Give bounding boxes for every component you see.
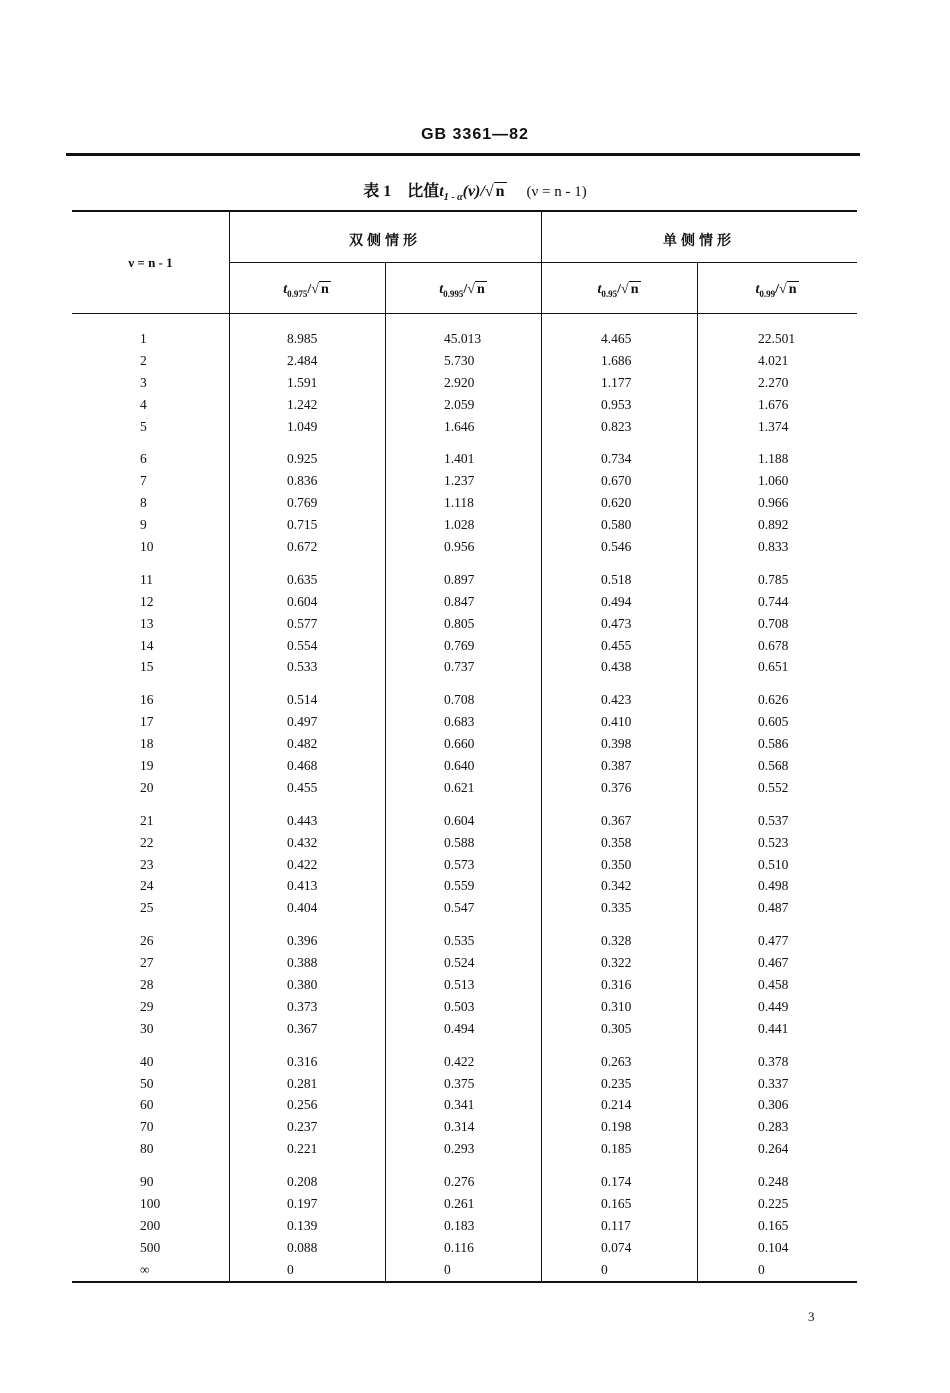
two-sided-group-header: 双侧情形 xyxy=(349,232,421,248)
ratio-value-cell: 0.537 xyxy=(758,812,789,828)
column-header: $t_{0.99}/√$ n xyxy=(755,282,797,299)
ratio-value-cell: 0.449 xyxy=(758,998,789,1014)
header-rule xyxy=(66,153,860,156)
table-row xyxy=(72,416,857,438)
nu-value-cell: 27 xyxy=(140,955,154,971)
ratio-value-cell: 0.335 xyxy=(601,900,632,916)
nu-value-cell: 40 xyxy=(140,1053,154,1069)
nu-value-cell: 11 xyxy=(140,571,153,587)
nu-value-cell: 90 xyxy=(140,1174,154,1190)
ratio-value-cell: 0.604 xyxy=(444,812,475,828)
ratio-value-cell: 0.208 xyxy=(287,1174,318,1190)
ratio-value-cell: 0.573 xyxy=(444,856,475,872)
ratio-value-cell: 0.214 xyxy=(601,1097,632,1113)
nu-value-cell: 5 xyxy=(140,418,147,434)
ratio-value-cell: 0.367 xyxy=(287,1020,318,1036)
ratio-value-cell: 0.518 xyxy=(601,571,632,587)
table-row xyxy=(72,996,857,1018)
nu-value-cell: 26 xyxy=(140,933,154,949)
table-row xyxy=(72,1073,857,1095)
ratio-value-cell: 0.314 xyxy=(444,1119,475,1135)
table-row xyxy=(72,514,857,536)
ratio-value-cell: 0.380 xyxy=(287,976,318,992)
ratio-value-cell: 0.966 xyxy=(758,495,789,511)
row-group xyxy=(72,1171,857,1280)
table-caption xyxy=(0,178,950,203)
ratio-value-cell: 0.769 xyxy=(287,495,318,511)
ratio-value-cell: 5.730 xyxy=(444,352,475,368)
table-row xyxy=(72,897,857,919)
table-row xyxy=(72,1116,857,1138)
ratio-value-cell: 0.497 xyxy=(287,714,318,730)
ratio-value-cell: 0.626 xyxy=(758,692,789,708)
ratio-value-cell: 2.059 xyxy=(444,396,475,412)
ratio-value-cell: 0.116 xyxy=(444,1239,474,1255)
table-row xyxy=(72,1051,857,1073)
ratio-value-cell: 4.021 xyxy=(758,352,789,368)
ratio-value-cell: 0.683 xyxy=(444,714,475,730)
ratio-value-cell: 0.494 xyxy=(444,1020,475,1036)
ratio-value-cell: 0.104 xyxy=(758,1239,789,1255)
ratio-value-cell: 0.513 xyxy=(444,976,475,992)
ratio-value-cell: 0.621 xyxy=(444,779,475,795)
ratio-value-cell: 0 xyxy=(758,1261,765,1277)
table-row xyxy=(72,832,857,854)
ratio-value-cell: 0.375 xyxy=(444,1075,475,1091)
ratio-value-cell: 0.473 xyxy=(601,615,632,631)
ratio-value-cell: 1.028 xyxy=(444,517,475,533)
caption-t-subscript: 1 - α xyxy=(443,192,463,203)
ratio-value-cell: 0.510 xyxy=(758,856,789,872)
row-group xyxy=(72,448,857,557)
table-row xyxy=(72,689,857,711)
nu-value-cell: 4 xyxy=(140,396,147,412)
ratio-value-cell: 0.198 xyxy=(601,1119,632,1135)
ratio-value-cell: 0.316 xyxy=(287,1053,318,1069)
ratio-value-cell: 2.920 xyxy=(444,374,475,390)
ratio-value-cell: 0.404 xyxy=(287,900,318,916)
ratio-value-cell: 0 xyxy=(444,1261,451,1277)
ratio-value-cell: 1.401 xyxy=(444,451,475,467)
table-row xyxy=(72,448,857,470)
table-row xyxy=(72,711,857,733)
ratio-value-cell: 0.523 xyxy=(758,834,789,850)
ratio-value-cell: 0.422 xyxy=(287,856,318,872)
ratio-value-cell: 0.396 xyxy=(287,933,318,949)
group-divider-rule xyxy=(229,262,857,263)
ratio-value-cell: 22.501 xyxy=(758,330,796,346)
ratio-value-cell: 0.546 xyxy=(601,538,632,554)
ratio-value-cell: 0.897 xyxy=(444,571,475,587)
ratio-value-cell: 0.559 xyxy=(444,878,475,894)
nu-value-cell: ∞ xyxy=(140,1261,150,1277)
ratio-value-cell: 0.836 xyxy=(287,473,318,489)
table-row xyxy=(72,328,857,350)
nu-value-cell: 200 xyxy=(140,1217,161,1233)
ratio-value-cell: 1.591 xyxy=(287,374,318,390)
nu-value-cell: 100 xyxy=(140,1196,161,1211)
ratio-value-cell: 0.306 xyxy=(758,1097,789,1113)
ratio-value-cell: 0.514 xyxy=(287,692,318,708)
table-row xyxy=(72,1018,857,1040)
ratio-value-cell: 0.708 xyxy=(758,615,789,631)
ratio-value-cell: 0.367 xyxy=(601,812,632,828)
ratio-value-cell: 0.670 xyxy=(601,473,632,489)
table-row xyxy=(72,1095,857,1117)
ratio-value-cell: 0.378 xyxy=(758,1053,789,1069)
ratio-value-cell: 1.237 xyxy=(444,473,475,489)
table-row xyxy=(72,1138,857,1160)
nu-value-cell: 22 xyxy=(140,834,154,850)
ratio-value-cell: 0.310 xyxy=(601,998,632,1014)
ratio-value-cell: 1.177 xyxy=(601,374,632,390)
ratio-value-cell: 0.221 xyxy=(287,1141,318,1157)
nu-value-cell: 6 xyxy=(140,451,147,467)
ratio-value-cell: 0.350 xyxy=(601,856,632,872)
ratio-value-cell: 0.276 xyxy=(444,1174,475,1190)
ratio-value-cell: 0.413 xyxy=(287,878,318,894)
nu-value-cell: 80 xyxy=(140,1141,154,1157)
ratio-value-cell: 0.494 xyxy=(601,593,632,609)
nu-value-cell: 70 xyxy=(140,1119,154,1135)
ratio-value-cell: 0.847 xyxy=(444,593,475,609)
ratio-value-cell: 0.635 xyxy=(287,571,318,587)
ratio-value-cell: 8.985 xyxy=(287,330,318,346)
ratio-value-cell: 0.715 xyxy=(287,517,318,533)
nu-value-cell: 17 xyxy=(140,714,154,730)
table-row xyxy=(72,777,857,799)
column-header: $t_{0.975}/√$ n xyxy=(283,282,329,299)
table-top-rule xyxy=(72,210,857,212)
nu-value-cell: 12 xyxy=(140,593,154,609)
ratio-value-cell: 2.270 xyxy=(758,374,789,390)
ratio-value-cell: 0.293 xyxy=(444,1141,475,1157)
table-row xyxy=(72,635,857,657)
ratio-value-cell: 0.620 xyxy=(601,495,632,511)
nu-value-cell: 15 xyxy=(140,659,154,675)
ratio-value-cell: 0.074 xyxy=(601,1239,632,1255)
ratio-value-cell: 0.734 xyxy=(601,451,632,467)
table-row xyxy=(72,1259,857,1281)
ratio-value-cell: 0.482 xyxy=(287,736,318,752)
nu-value-cell: 19 xyxy=(140,757,154,773)
degrees-of-freedom-header: ν = n - 1 xyxy=(128,255,173,270)
nu-value-cell: 28 xyxy=(140,976,154,992)
table-row xyxy=(72,372,857,394)
ratio-value-cell: 0.660 xyxy=(444,736,475,752)
ratio-value-cell: 0.577 xyxy=(287,615,318,631)
nu-value-cell: 9 xyxy=(140,517,147,533)
ratio-value-cell: 0.281 xyxy=(287,1075,318,1091)
ratio-value-cell: 0.892 xyxy=(758,517,789,533)
table-number: 表 1 xyxy=(363,183,392,200)
nu-value-cell: 60 xyxy=(140,1097,154,1113)
table-row xyxy=(72,854,857,876)
row-group xyxy=(72,328,857,437)
table-row xyxy=(72,470,857,492)
nu-value-cell: 24 xyxy=(140,878,154,894)
ratio-value-cell: 0.342 xyxy=(601,878,632,894)
ratio-value-cell: 45.013 xyxy=(444,330,482,346)
ratio-value-cell: 0.678 xyxy=(758,637,789,653)
ratio-value-cell: 0.498 xyxy=(758,878,789,894)
ratio-value-cell: 0.487 xyxy=(758,900,789,916)
ratio-value-cell: 0.503 xyxy=(444,998,475,1014)
ratio-value-cell: 0.769 xyxy=(444,637,475,653)
ratio-value-cell: 0.322 xyxy=(601,955,632,971)
table-row xyxy=(72,613,857,635)
ratio-value-cell: 0.455 xyxy=(601,637,632,653)
ratio-value-cell: 0.088 xyxy=(287,1239,318,1255)
table-row xyxy=(72,1171,857,1193)
ratio-value-cell: 0.744 xyxy=(758,593,789,609)
ratio-value-cell: 0.264 xyxy=(758,1141,789,1157)
table-row xyxy=(72,394,857,416)
ratio-value-cell: 0.422 xyxy=(444,1053,475,1069)
ratio-value-cell: 0.263 xyxy=(601,1053,632,1069)
sqrt-n: √ n xyxy=(484,183,505,200)
ratio-value-cell: 0.185 xyxy=(601,1141,632,1157)
table-row xyxy=(72,733,857,755)
ratio-value-cell: 0.953 xyxy=(601,396,632,412)
ratio-value-cell: 0.805 xyxy=(444,615,475,631)
ratio-value-cell: 0.117 xyxy=(601,1217,631,1233)
ratio-value-cell: 1.118 xyxy=(444,495,474,511)
table-row xyxy=(72,755,857,777)
nu-value-cell: 13 xyxy=(140,615,154,631)
ratio-value-cell: 0.823 xyxy=(601,418,632,434)
ratio-value-cell: 1.188 xyxy=(758,451,789,467)
ratio-value-cell: 0.588 xyxy=(444,834,475,850)
table-row xyxy=(72,810,857,832)
ratio-value-cell: 0.708 xyxy=(444,692,475,708)
ratio-value-cell: 1.060 xyxy=(758,473,789,489)
table-row xyxy=(72,930,857,952)
table-row xyxy=(72,974,857,996)
ratio-value-cell: 0.423 xyxy=(601,692,632,708)
ratio-value-cell: 0 xyxy=(287,1261,294,1277)
ratio-value-cell: 0.554 xyxy=(287,637,318,653)
ratio-value-cell: 0.328 xyxy=(601,933,632,949)
row-group xyxy=(72,689,857,798)
table-row xyxy=(72,1237,857,1259)
ratio-value-cell: 0.580 xyxy=(601,517,632,533)
ratio-value-cell: 0.443 xyxy=(287,812,318,828)
ratio-value-cell: 1.676 xyxy=(758,396,789,412)
ratio-value-cell: 2.484 xyxy=(287,352,318,368)
ratio-value-cell: 0.256 xyxy=(287,1097,318,1113)
ratio-value-cell: 1.374 xyxy=(758,418,789,434)
nu-value-cell: 30 xyxy=(140,1020,154,1036)
ratio-value-cell: 0.165 xyxy=(758,1217,789,1233)
table-row xyxy=(72,875,857,897)
ratio-value-cell: 0.165 xyxy=(601,1196,632,1211)
ratio-value-cell: 0.586 xyxy=(758,736,789,752)
table-row xyxy=(72,656,857,678)
ratio-value-cell: 0.458 xyxy=(758,976,789,992)
ratio-value-cell: 0.568 xyxy=(758,757,789,773)
standard-code-header: GB 3361—82 xyxy=(421,126,529,143)
ratio-value-cell: 0.248 xyxy=(758,1174,789,1190)
nu-value-cell: 21 xyxy=(140,812,154,828)
nu-value-cell: 3 xyxy=(140,374,147,390)
ratio-value-cell: 1.686 xyxy=(601,352,632,368)
ratio-value-cell: 0.605 xyxy=(758,714,789,730)
nu-value-cell: 25 xyxy=(140,900,154,916)
ratio-value-cell: 0.651 xyxy=(758,659,789,675)
ratio-value-cell: 0.398 xyxy=(601,736,632,752)
nu-value-cell: 29 xyxy=(140,998,154,1014)
nu-value-cell: 8 xyxy=(140,495,147,511)
nu-value-cell: 2 xyxy=(140,352,147,368)
caption-t-arg: (ν)/ xyxy=(462,183,485,200)
ratio-value-cell: 0.410 xyxy=(601,714,632,730)
table-row xyxy=(72,952,857,974)
ratio-value-cell: 0.604 xyxy=(287,593,318,609)
table-row xyxy=(72,569,857,591)
ratio-value-cell: 0.535 xyxy=(444,933,475,949)
ratio-value-cell: 0.358 xyxy=(601,834,632,850)
ratio-value-cell: 0.305 xyxy=(601,1020,632,1036)
column-header: $t_{0.995}/√$ n xyxy=(439,282,485,299)
column-header: $t_{0.95}/√$ n xyxy=(597,282,639,299)
ratio-value-cell: 0.533 xyxy=(287,659,318,675)
nu-value-cell: 18 xyxy=(140,736,154,752)
ratio-value-cell: 1.646 xyxy=(444,418,475,434)
table-body xyxy=(72,328,857,1292)
ratio-value-cell: 0.441 xyxy=(758,1020,789,1036)
ratio-value-cell: 0.477 xyxy=(758,933,789,949)
ratio-value-cell: 0.468 xyxy=(287,757,318,773)
ratio-value-cell: 0.283 xyxy=(758,1119,789,1135)
nu-value-cell: 23 xyxy=(140,856,154,872)
ratio-value-cell: 0.341 xyxy=(444,1097,475,1113)
ratio-value-cell: 0.547 xyxy=(444,900,475,916)
ratio-value-cell: 0.174 xyxy=(601,1174,632,1190)
table-row xyxy=(72,536,857,558)
caption-t-symbol: t xyxy=(439,183,444,200)
nu-value-cell: 7 xyxy=(140,473,147,489)
ratio-value-cell: 1.242 xyxy=(287,396,318,412)
ratio-value-cell: 0.388 xyxy=(287,955,318,971)
nu-value-cell: 50 xyxy=(140,1075,154,1091)
ratio-value-cell: 0 xyxy=(601,1261,608,1277)
ratio-value-cell: 0.261 xyxy=(444,1196,475,1211)
table-row xyxy=(72,350,857,372)
ratio-value-cell: 0.373 xyxy=(287,998,318,1014)
table-row xyxy=(72,492,857,514)
row-group xyxy=(72,1051,857,1160)
ratio-value-cell: 0.387 xyxy=(601,757,632,773)
ratio-value-cell: 0.237 xyxy=(287,1119,318,1135)
ratio-value-cell: 0.737 xyxy=(444,659,475,675)
ratio-value-cell: 0.337 xyxy=(758,1075,789,1091)
ratio-value-cell: 0.785 xyxy=(758,571,789,587)
table-row xyxy=(72,1215,857,1237)
table-row xyxy=(72,1193,857,1215)
ratio-value-cell: 0.455 xyxy=(287,779,318,795)
ratio-value-cell: 0.376 xyxy=(601,779,632,795)
ratio-value-cell: 0.833 xyxy=(758,538,789,554)
row-group xyxy=(72,930,857,1039)
ratio-value-cell: 0.183 xyxy=(444,1217,475,1233)
ratio-value-cell: 0.197 xyxy=(287,1196,318,1211)
ratio-value-cell: 0.552 xyxy=(758,779,789,795)
ratio-value-cell: 0.432 xyxy=(287,834,318,850)
ratio-value-cell: 0.925 xyxy=(287,451,318,467)
ratio-value-cell: 0.316 xyxy=(601,976,632,992)
row-group xyxy=(72,810,857,919)
ratio-value-cell: 0.139 xyxy=(287,1217,318,1233)
nu-value-cell: 20 xyxy=(140,779,154,795)
page-number: 3 xyxy=(808,1309,815,1324)
ratio-value-cell: 0.225 xyxy=(758,1196,789,1211)
ratio-value-cell: 0.956 xyxy=(444,538,475,554)
ratio-value-cell: 0.235 xyxy=(601,1075,632,1091)
table-row xyxy=(72,591,857,613)
ratio-value-cell: 0.672 xyxy=(287,538,318,554)
row-group xyxy=(72,569,857,678)
ratio-value-cell: 0.467 xyxy=(758,955,789,971)
nu-value-cell: 16 xyxy=(140,692,154,708)
caption-title-prefix: 比值 xyxy=(407,183,440,200)
ratio-value-cell: 0.438 xyxy=(601,659,632,675)
nu-value-cell: 14 xyxy=(140,637,154,653)
header-bottom-rule xyxy=(72,313,857,314)
nu-value-cell: 1 xyxy=(140,330,147,346)
ratio-value-cell: 4.465 xyxy=(601,330,632,346)
nu-value-cell: 10 xyxy=(140,538,154,554)
ratio-value-cell: 0.640 xyxy=(444,757,475,773)
one-sided-group-header: 单侧情形 xyxy=(663,232,735,248)
ratio-value-cell: 1.049 xyxy=(287,418,318,434)
nu-value-cell: 500 xyxy=(140,1239,161,1255)
caption-parameter: (ν = n - 1) xyxy=(526,184,587,200)
ratio-value-cell: 0.524 xyxy=(444,955,475,971)
